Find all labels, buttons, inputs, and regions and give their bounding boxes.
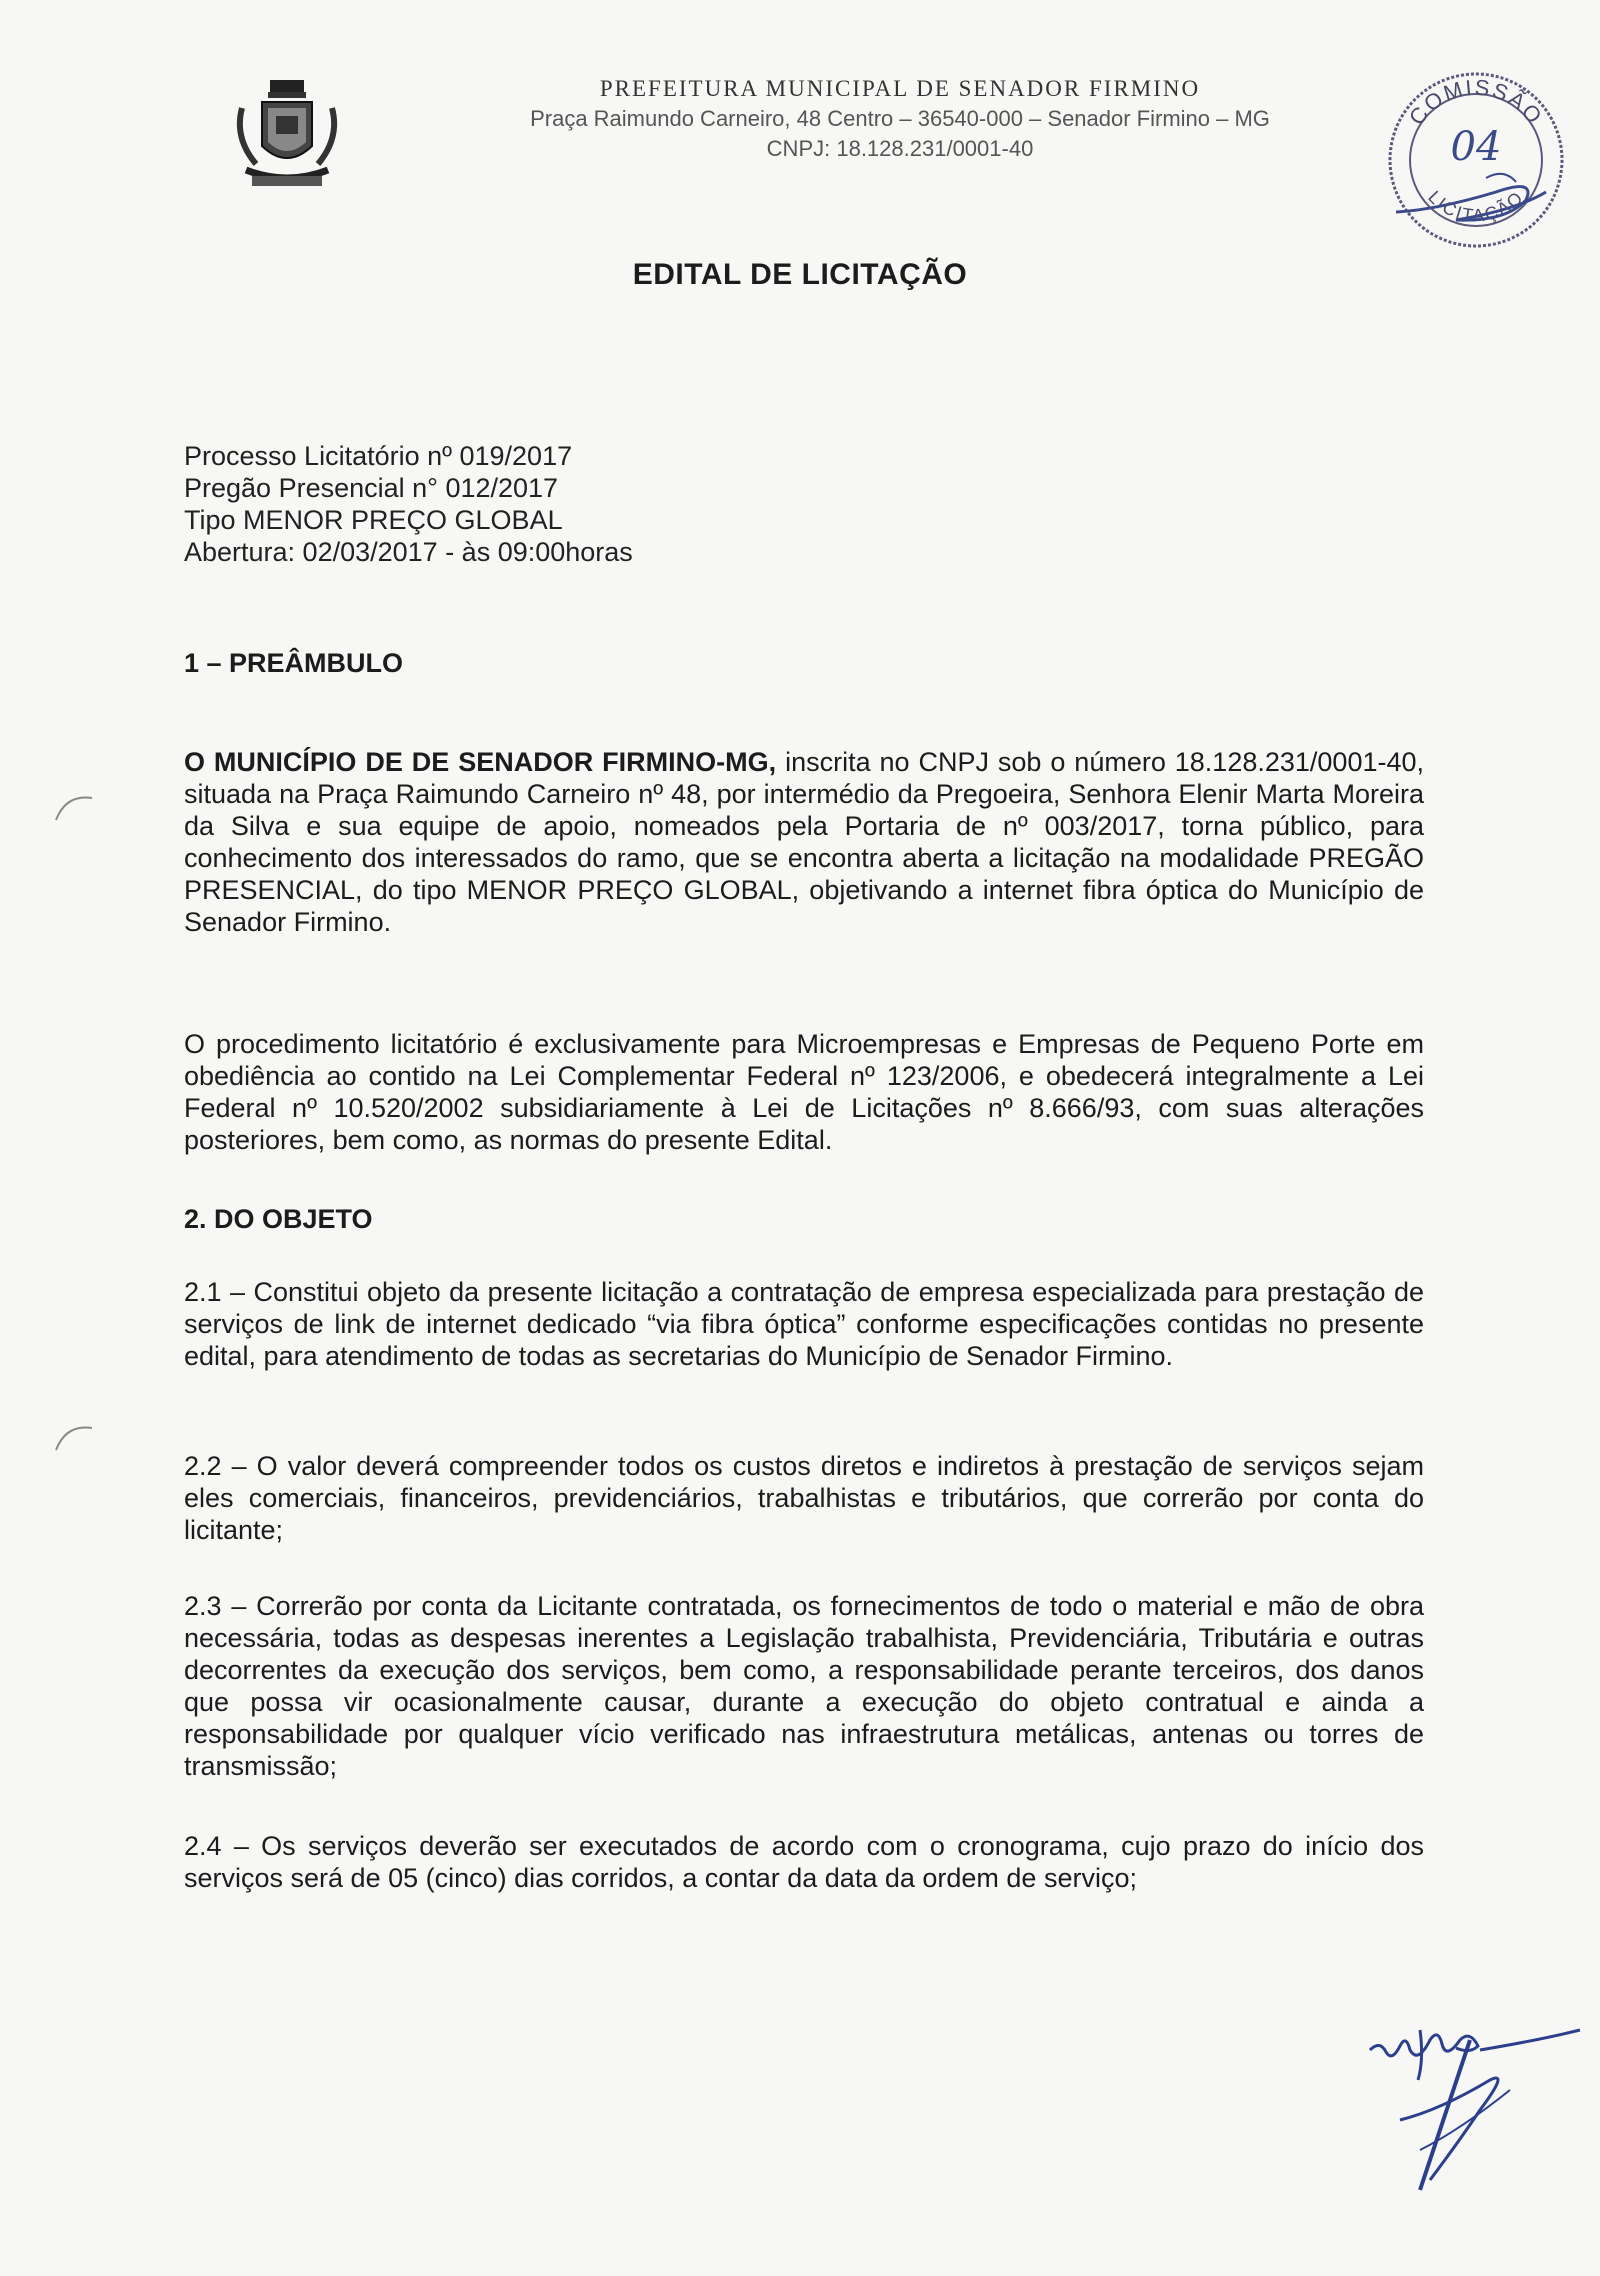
municipality-name: PREFEITURA MUNICIPAL DE SENADOR FIRMINO xyxy=(599,76,1201,101)
auction-number: Pregão Presencial n° 012/2017 xyxy=(184,473,559,503)
process-number: Processo Licitatório nº 019/2017 xyxy=(184,441,573,471)
commission-stamp xyxy=(1376,60,1576,260)
preamble-text: inscrita no CNPJ sob o número 18.128.231/0001-40, situada na Praça Raimundo Carneiro nº 48, por intermédio da Pregoeira, Senhora Elenir Marta Moreira da Silva e sua equipe de apoio, nomeados pela Portaria de nº 003/2017, torna público, para conhecimento dos interessados do ramo, que se encontra aberta a licitação na modalidade PREGÃO PRESENCIAL, do tipo MENOR PREÇO GLOBAL, objetivando a internet fibra óptica do Município de Senador Firmino. xyxy=(184,747,1425,937)
process-metadata xyxy=(184,440,633,568)
stamp-top-text: COMISSÃO xyxy=(1403,74,1549,130)
item-2-2: 2.2 – O valor deverá compreender todos os custos diretos e indiretos à prestação de serviços sejam eles comerciais, financeiros, previdenciários, trabalhistas e tributários, que correrão por conta do licitante; xyxy=(184,1451,1424,1545)
margin-mark xyxy=(52,790,102,830)
opening-date: Abertura: 02/03/2017 - às 09:00horas xyxy=(184,537,633,567)
procedure-paragraph: O procedimento licitatório é exclusivamente para Microempresas e Empresas de Pequeno Porte em obediência ao contido na Lei Complementar Federal nº 123/2006, e obedecerá integralmente a Lei Federal nº 10.520/2002 subsidiariamente à Lei de Licitações nº 8.666/93, com suas alterações posteriores, bem como, as normas do presente Edital. xyxy=(184,1029,1424,1155)
svg-text:COMISSÃO xyxy=(1404,75,1548,130)
stamp-number: 04 xyxy=(1450,124,1502,170)
municipality-cnpj: CNPJ: 18.128.231/0001-40 xyxy=(766,136,1034,161)
section-1-heading: 1 – PREÂMBULO xyxy=(184,648,404,678)
coat-of-arms-icon xyxy=(232,78,342,193)
municipality-bold-name: O MUNICÍPIO DE DE SENADOR FIRMINO-MG, xyxy=(184,747,777,777)
preamble-paragraph xyxy=(184,746,1424,938)
item-2-4: 2.4 – Os serviços deverão ser executados de acordo com o cronograma, cujo prazo do início dos serviços será de 05 (cinco) dias corridos, a contar da data da ordem de serviço; xyxy=(184,1831,1424,1893)
stamp-bottom-text: LICITAÇÃO xyxy=(1424,186,1528,226)
margin-mark xyxy=(52,1420,102,1460)
bid-type: Tipo MENOR PREÇO GLOBAL xyxy=(184,505,563,535)
item-2-3: 2.3 – Correrão por conta da Licitante contratada, os fornecimentos de todo o material e mão de obra necessária, todas as despesas inerentes a Legislação trabalhista, Previdenciária, Tributária e outras decorrentes da execução dos serviços, bem como, a responsabilidade perante terceiros, dos danos que possa vir ocasionalmente causar, durante a execução do objeto contratual e ainda a responsabilidade por qualquer vício verificado nas infraestrutura metálicas, antenas ou torres de transmissão; xyxy=(184,1591,1424,1781)
municipality-address: Praça Raimundo Carneiro, 48 Centro – 36540-000 – Senador Firmino – MG xyxy=(530,106,1270,131)
letterhead xyxy=(400,74,1400,164)
handwritten-signature xyxy=(1360,2010,1590,2210)
section-2-heading: 2. DO OBJETO xyxy=(184,1204,373,1234)
document-title: EDITAL DE LICITAÇÃO xyxy=(632,258,968,291)
item-2-1: 2.1 – Constitui objeto da presente licitação a contratação de empresa especializada para prestação de serviços de link de internet dedicado “via fibra óptica” conforme especificações contidas no presente edital, para atendimento de todas as secretarias do Município de Senador Firmino. xyxy=(184,1277,1424,1371)
